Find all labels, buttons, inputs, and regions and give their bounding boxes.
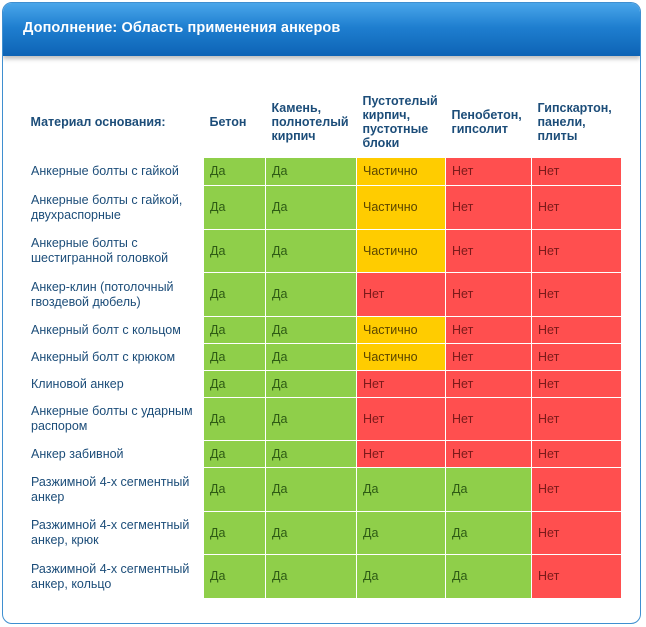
info-panel: [2, 2, 641, 624]
compatibility-cell: Да: [266, 158, 357, 186]
compatibility-cell: Да: [204, 273, 266, 317]
anchor-type-label: Анкер забивной: [24, 441, 204, 468]
compatibility-cell: Да: [204, 555, 266, 599]
anchor-type-label: Разжимной 4-х сегментный анкер: [24, 468, 204, 512]
compatibility-cell: Нет: [446, 344, 532, 371]
compatibility-cell: Да: [266, 317, 357, 344]
table-row: [24, 555, 622, 599]
compatibility-cell: Да: [446, 555, 532, 599]
compatibility-cell: Частично: [357, 344, 446, 371]
compatibility-cell: Да: [266, 344, 357, 371]
compatibility-cell: Да: [266, 371, 357, 398]
compatibility-cell: Нет: [532, 398, 622, 441]
compatibility-cell: Да: [446, 512, 532, 555]
table-row: [24, 441, 622, 468]
anchor-type-label: Анкерные болты с шестигранной головкой: [24, 230, 204, 273]
compatibility-cell: Частично: [357, 317, 446, 344]
compatibility-cell: Нет: [532, 158, 622, 186]
compatibility-cell: Частично: [357, 230, 446, 273]
compatibility-cell: Да: [204, 371, 266, 398]
compatibility-cell: Да: [266, 468, 357, 512]
compatibility-cell: Нет: [532, 230, 622, 273]
compatibility-cell: Да: [204, 317, 266, 344]
header-hollow-brick: Пустотелый кирпич, пустотные блоки: [362, 94, 438, 150]
anchor-type-label: Анкерный болт с крюком: [24, 344, 204, 371]
compatibility-cell: Нет: [446, 273, 532, 317]
compatibility-cell: Да: [204, 230, 266, 273]
compatibility-cell: Да: [266, 186, 357, 230]
compatibility-cell: Нет: [532, 273, 622, 317]
header-drywall: Гипскартон, панели, плиты: [537, 101, 612, 143]
panel-header: [3, 3, 640, 56]
compatibility-cell: Да: [204, 186, 266, 230]
anchor-type-label: Анкерные болты с гайкой: [24, 158, 204, 186]
compatibility-cell: Нет: [532, 344, 622, 371]
table-row: [24, 371, 622, 398]
anchor-application-table: [23, 87, 622, 599]
anchor-type-label: Анкерные болты с ударным распором: [24, 398, 204, 441]
compatibility-cell: Да: [266, 273, 357, 317]
header-material: Материал основания:: [30, 115, 166, 129]
anchor-type-label: Анкерный болт с кольцом: [24, 317, 204, 344]
table-row: [24, 512, 622, 555]
anchor-type-label: Разжимной 4-х сегментный анкер, крюк: [24, 512, 204, 555]
compatibility-cell: Да: [204, 398, 266, 441]
table-row: [24, 158, 622, 186]
compatibility-cell: Частично: [357, 186, 446, 230]
compatibility-cell: Нет: [446, 441, 532, 468]
compatibility-cell: Нет: [357, 273, 446, 317]
table-row: [24, 317, 622, 344]
header-concrete: Бетон: [209, 115, 247, 129]
header-foam-concrete: Пенобетон, гипсолит: [451, 108, 522, 136]
compatibility-cell: Нет: [532, 186, 622, 230]
compatibility-cell: Да: [357, 512, 446, 555]
anchor-type-label: Анкер-клин (потолочный гвоздевой дюбель): [24, 273, 204, 317]
table-row: [24, 398, 622, 441]
table-row: [24, 344, 622, 371]
compatibility-cell: Нет: [357, 441, 446, 468]
header-stone: Камень, полнотелый кирпич: [271, 101, 349, 143]
compatibility-cell: Нет: [532, 317, 622, 344]
compatibility-cell: Нет: [446, 158, 532, 186]
table-row: [24, 230, 622, 273]
compatibility-cell: Да: [266, 398, 357, 441]
compatibility-cell: Да: [204, 158, 266, 186]
compatibility-cell: Нет: [446, 186, 532, 230]
compatibility-cell: Нет: [446, 230, 532, 273]
compatibility-cell: Да: [266, 230, 357, 273]
compatibility-cell: Нет: [357, 398, 446, 441]
compatibility-cell: Частично: [357, 158, 446, 186]
compatibility-cell: Нет: [532, 468, 622, 512]
compatibility-cell: Нет: [446, 398, 532, 441]
compatibility-cell: Нет: [357, 371, 446, 398]
table-row: [24, 468, 622, 512]
anchor-type-label: Анкерные болты с гайкой, двухраспорные: [24, 186, 204, 230]
compatibility-cell: Да: [204, 468, 266, 512]
table-row: [24, 186, 622, 230]
compatibility-cell: Нет: [446, 317, 532, 344]
page-title: Дополнение: Область применения анкеров: [23, 20, 341, 36]
compatibility-cell: Да: [357, 555, 446, 599]
compatibility-cell: Да: [357, 468, 446, 512]
table-row: [24, 273, 622, 317]
compatibility-cell: Да: [266, 512, 357, 555]
compatibility-cell: Да: [204, 344, 266, 371]
compatibility-cell: Нет: [532, 441, 622, 468]
compatibility-cell: Да: [204, 441, 266, 468]
compatibility-cell: Да: [266, 441, 357, 468]
compatibility-cell: Нет: [532, 512, 622, 555]
compatibility-cell: Нет: [446, 371, 532, 398]
compatibility-cell: Да: [446, 468, 532, 512]
anchor-type-label: Клиновой анкер: [24, 371, 204, 398]
compatibility-cell: Нет: [532, 371, 622, 398]
compatibility-cell: Да: [204, 512, 266, 555]
compatibility-cell: Да: [266, 555, 357, 599]
anchor-type-label: Разжимной 4-х сегментный анкер, кольцо: [24, 555, 204, 599]
table-header-row: [24, 87, 622, 158]
compatibility-cell: Нет: [532, 555, 622, 599]
